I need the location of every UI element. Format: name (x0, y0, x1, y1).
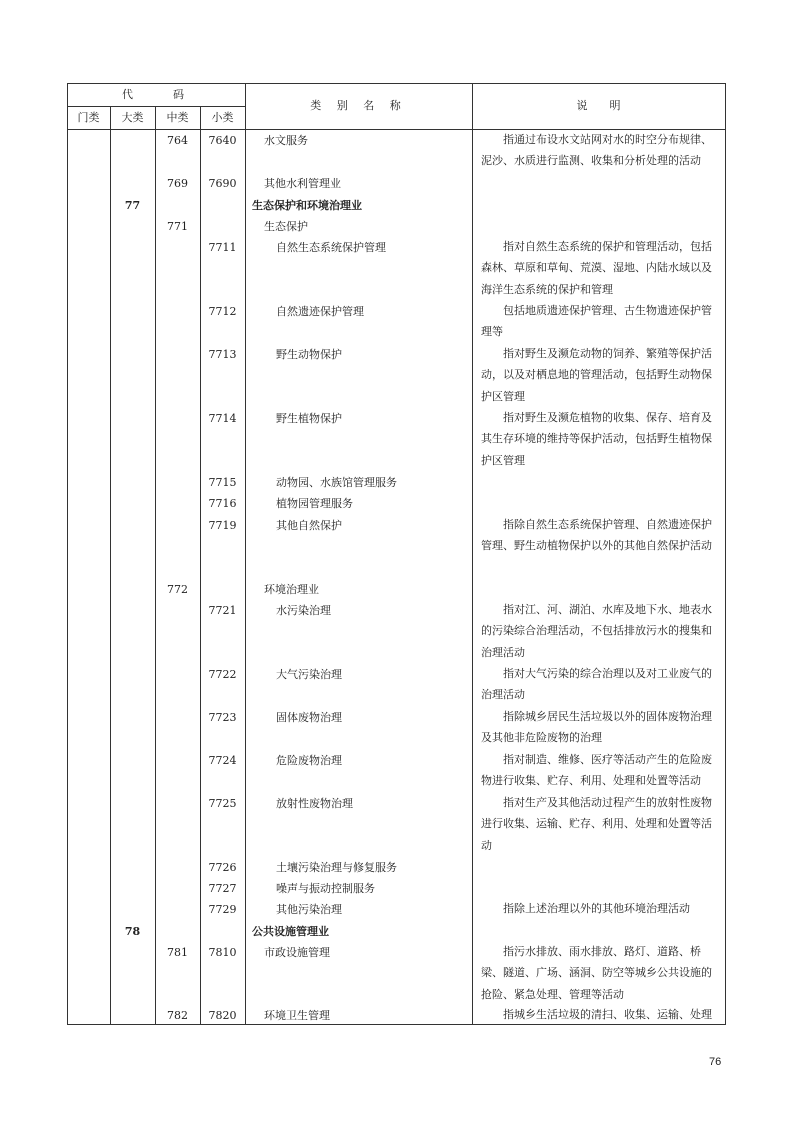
desc-text: 指对制造、维修、医疗等活动产生的危险废物进行收集、贮存、利用、处理和处置等活动 (481, 753, 712, 788)
xiaolei-code: 7721 (208, 604, 237, 617)
category-name: 大气污染治理 (276, 668, 342, 681)
xiaolei-code: 7726 (208, 861, 237, 874)
category-name: 生态保护 (264, 220, 308, 233)
desc-text: 指对江、河、湖泊、水库及地下水、地表水的污染综合治理活动，不包括排放污水的搜集和治理活动 (481, 603, 712, 659)
zhonglei-code: 772 (167, 583, 188, 596)
border-bottom (67, 1024, 726, 1025)
xiaolei-code: 7724 (208, 754, 237, 767)
header-menlei: 门类 (77, 111, 100, 124)
xiaolei-code: 7722 (208, 668, 237, 681)
border-top (67, 83, 726, 84)
category-desc (481, 599, 721, 663)
category-desc (481, 300, 721, 343)
category-name: 危险废物治理 (276, 754, 342, 767)
category-name: 水污染治理 (276, 604, 331, 617)
zhonglei-code: 764 (167, 134, 188, 147)
category-desc (481, 1004, 721, 1024)
desc-text: 指除自然生态系统保护管理、自然遗迹保护管理、野生动植物保护以外的其他自然保护活动 (481, 518, 712, 553)
category-name: 动物园、水族馆管理服务 (276, 476, 397, 489)
category-name: 自然生态系统保护管理 (276, 241, 386, 254)
col-divider-name (245, 83, 246, 1025)
xiaolei-code: 7719 (208, 519, 237, 532)
border-right (725, 83, 726, 1025)
xiaolei-code: 7725 (208, 797, 237, 810)
category-desc (481, 706, 721, 749)
category-desc (481, 663, 721, 706)
classification-table (67, 83, 726, 1025)
category-name: 固体废物治理 (276, 711, 342, 724)
category-name: 放射性废物治理 (276, 797, 353, 810)
category-desc (481, 407, 721, 471)
header-xiaolei: 小类 (211, 111, 234, 124)
xiaolei-code: 7727 (208, 882, 237, 895)
header-desc: 说 明 (576, 99, 621, 112)
zhonglei-code: 769 (167, 177, 188, 190)
desc-text: 指对大气污染的综合治理以及对工业废气的治理活动 (481, 667, 712, 702)
header-code-group: 代 码 (122, 88, 190, 101)
border-left (67, 83, 68, 1025)
category-name: 水文服务 (264, 134, 308, 147)
category-name: 其他自然保护 (276, 519, 342, 532)
category-name: 野生动物保护 (276, 348, 342, 361)
category-desc (481, 898, 721, 919)
page-number: 76 (709, 1056, 722, 1068)
col-divider-zhonglei (155, 106, 156, 1025)
category-name: 其他水利管理业 (264, 177, 341, 190)
desc-text: 指污水排放、雨水排放、路灯、道路、桥梁、隧道、广场、涵洞、防空等城乡公共设施的抢险、紧急处理、管理等活动 (481, 945, 712, 1001)
desc-text: 指对生产及其他活动过程产生的放射性废物进行收集、运输、贮存、利用、处理和处置等活动 (481, 796, 712, 852)
zhonglei-code: 781 (167, 946, 188, 959)
category-name: 市政设施管理 (264, 946, 330, 959)
desc-text: 包括地质遗迹保护管理、古生物遗迹保护管理等 (481, 304, 712, 339)
header-zhonglei: 中类 (166, 111, 189, 124)
category-name: 噪声与振动控制服务 (276, 882, 375, 895)
xiaolei-code: 7716 (208, 497, 237, 510)
category-name: 土壤污染治理与修复服务 (276, 861, 397, 874)
xiaolei-code: 7723 (208, 711, 237, 724)
zhonglei-code: 782 (167, 1009, 188, 1022)
desc-text: 指对野生及濒危植物的收集、保存、培育及其生存环境的维持等保护活动，包括野生植物保护区管理 (481, 411, 712, 467)
category-name: 其他污染治理 (276, 903, 342, 916)
desc-text: 指除上述治理以外的其他环境治理活动 (503, 902, 690, 915)
xiaolei-code: 7690 (208, 177, 237, 190)
xiaolei-code: 7715 (208, 476, 237, 489)
xiaolei-code: 7711 (208, 241, 237, 254)
category-desc (481, 941, 721, 1005)
category-name: 环境治理业 (264, 583, 319, 596)
col-divider-desc (472, 83, 473, 1025)
header-name: 类 别 名 称 (310, 99, 407, 112)
desc-text: 指对野生及濒危动物的饲养、繁殖等保护活动，以及对栖息地的管理活动，包括野生动物保护区管理 (481, 347, 712, 403)
category-name: 公共设施管理业 (252, 925, 329, 938)
category-desc (481, 514, 721, 557)
header-code-divider (67, 106, 246, 107)
xiaolei-code: 7713 (208, 348, 237, 361)
xiaolei-code: 7810 (208, 946, 237, 959)
xiaolei-code: 7729 (208, 903, 237, 916)
category-desc (481, 236, 721, 300)
category-name: 生态保护和环境治理业 (252, 199, 362, 212)
header-dalei: 大类 (121, 111, 144, 124)
xiaolei-code: 7714 (208, 412, 237, 425)
category-desc (481, 749, 721, 792)
zhonglei-code: 771 (167, 220, 188, 233)
category-name: 自然遗迹保护管理 (276, 305, 364, 318)
dalei-code: 78 (124, 925, 141, 938)
category-name: 野生植物保护 (276, 412, 342, 425)
dalei-code: 77 (124, 199, 141, 212)
category-desc (481, 792, 721, 856)
xiaolei-code: 7712 (208, 305, 237, 318)
desc-text: 指通过布设水文站网对水的时空分布规律、泥沙、水质进行监测、收集和分析处理的活动 (481, 133, 712, 168)
category-name: 环境卫生管理 (264, 1009, 330, 1022)
desc-text: 指对自然生态系统的保护和管理活动，包括森林、草原和草甸、荒漠、湿地、内陆水域以及海洋生态系统的保护和管理 (481, 240, 712, 296)
category-desc (481, 343, 721, 407)
xiaolei-code: 7640 (208, 134, 237, 147)
col-divider-dalei (110, 106, 111, 1025)
xiaolei-code: 7820 (208, 1009, 237, 1022)
desc-text: 指除城乡居民生活垃圾以外的固体废物治理及其他非危险废物的治理 (481, 710, 712, 745)
category-desc (481, 129, 721, 172)
category-name: 植物园管理服务 (276, 497, 353, 510)
desc-text: 指城乡生活垃圾的清扫、收集、运输、处理 (503, 1008, 712, 1021)
